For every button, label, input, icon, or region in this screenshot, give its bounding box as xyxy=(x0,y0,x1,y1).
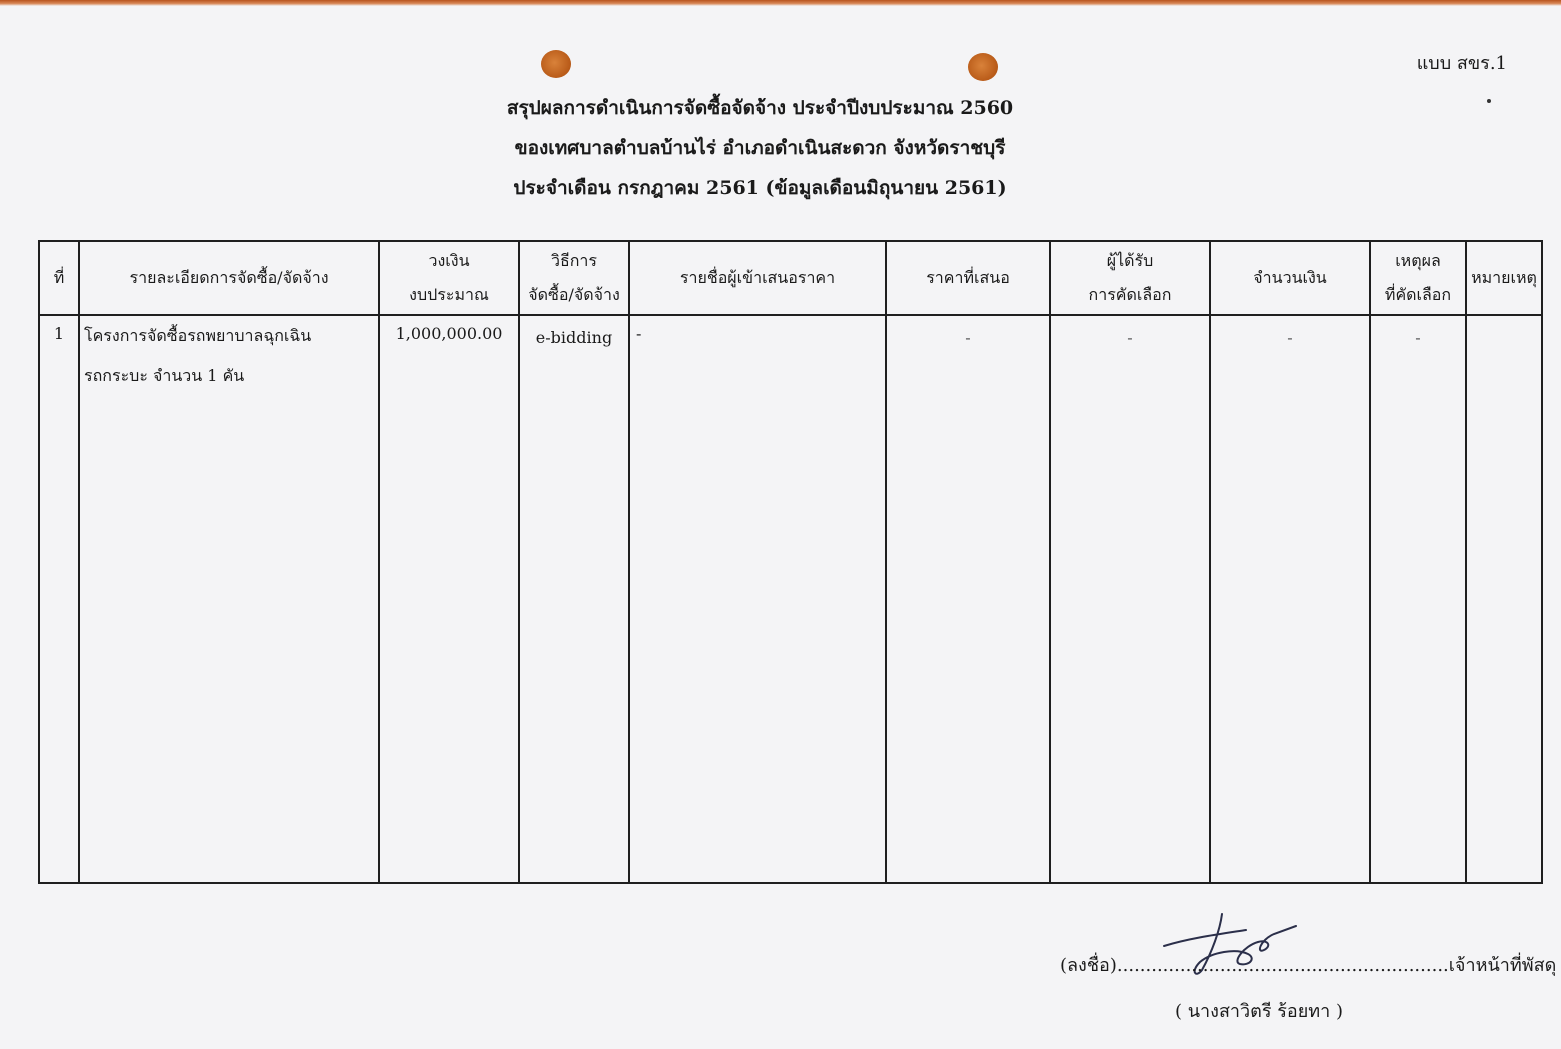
header-method-line2: จัดซื้อ/จัดจ้าง xyxy=(528,285,620,304)
document-title xyxy=(390,88,1130,208)
header-reason xyxy=(1370,241,1466,315)
cell-selected: - xyxy=(1050,315,1210,883)
signature-dotted-line: .......................................................... xyxy=(1116,955,1449,976)
cell-remark xyxy=(1466,315,1542,883)
header-selected xyxy=(1050,241,1210,315)
header-no: ที่ xyxy=(39,241,79,315)
punch-hole-left xyxy=(541,50,571,78)
cell-description-line2: รถกระบะ จำนวน 1 คัน xyxy=(84,366,245,385)
header-budget xyxy=(379,241,519,315)
table-row xyxy=(39,315,1542,883)
cell-description xyxy=(79,315,379,883)
cell-bidders: - xyxy=(629,315,886,883)
header-budget-line2: งบประมาณ xyxy=(409,285,489,304)
signer-name: ( นางสาวิตรี ร้อยทา ) xyxy=(1175,1001,1343,1022)
signature-prefix: (ลงชื่อ) xyxy=(1060,955,1117,976)
ink-speck xyxy=(1487,99,1491,103)
header-remark: หมายเหตุ xyxy=(1466,241,1542,315)
header-reason-line2: ที่คัดเลือก xyxy=(1384,285,1452,304)
header-amount: จำนวนเงิน xyxy=(1210,241,1370,315)
cell-reason: - xyxy=(1370,315,1466,883)
header-method-line1: วิธีการ xyxy=(550,251,597,270)
header-budget-line1: วงเงิน xyxy=(428,251,470,270)
header-offered-price: ราคาที่เสนอ xyxy=(886,241,1050,315)
cell-amount: - xyxy=(1210,315,1370,883)
header-bidders: รายชื่อผู้เข้าเสนอราคา xyxy=(629,241,886,315)
header-selected-line2: การคัดเลือก xyxy=(1088,285,1172,304)
cell-no: 1 xyxy=(39,315,79,883)
header-selected-line1: ผู้ได้รับ xyxy=(1106,251,1154,270)
title-line-2: ของเทศบาลตำบลบ้านไร่ อำเภอดำเนินสะดวก จังหวัดราชบุรี xyxy=(514,137,1006,159)
header-reason-line1: เหตุผล xyxy=(1395,251,1441,270)
paper-top-edge xyxy=(0,0,1561,6)
title-line-3: ประจำเดือน กรกฎาคม 2561 (ข้อมูลเดือนมิถุนายน 2561) xyxy=(513,177,1007,199)
cell-offered-price: - xyxy=(886,315,1050,883)
cell-description-line1: โครงการจัดซื้อรถพยาบาลฉุกเฉิน xyxy=(84,326,312,345)
title-line-1: สรุปผลการดำเนินการจัดซื้อจัดจ้าง ประจำปีงบประมาณ 2560 xyxy=(506,97,1014,119)
form-code: แบบ สขร.1 xyxy=(1416,53,1507,74)
punch-hole-right xyxy=(968,53,998,81)
cell-method: e-bidding xyxy=(519,315,629,883)
header-description: รายละเอียดการจัดซื้อ/จัดจ้าง xyxy=(79,241,379,315)
procurement-summary-table xyxy=(38,240,1543,884)
signature-position: เจ้าหน้าที่พัสดุ xyxy=(1448,955,1557,976)
signature-block xyxy=(1060,950,1557,979)
table-header-row xyxy=(39,241,1542,315)
header-method xyxy=(519,241,629,315)
cell-budget: 1,000,000.00 xyxy=(379,315,519,883)
